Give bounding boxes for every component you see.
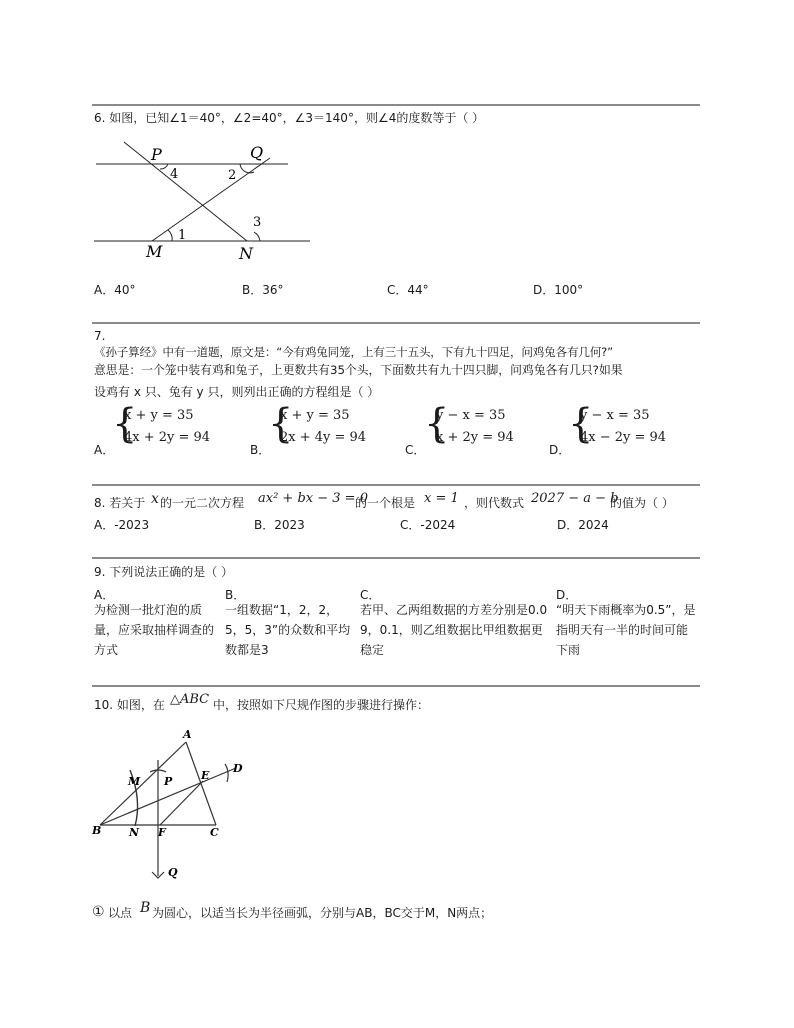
label-P: P	[151, 145, 162, 164]
q8-option-a[interactable]: A．-2023	[94, 518, 150, 532]
separator-rule	[92, 484, 700, 486]
side-ab	[100, 742, 186, 825]
q10-step1-var: B	[140, 900, 151, 916]
q7-line2: 意思是：一个笼中装有鸡和兔子，上更数共有35个头，下面数共有九十四只脚，问鸡兔各有几只?如果	[94, 363, 623, 377]
q8-option-b[interactable]: B．2023	[254, 518, 305, 532]
q8-root: x = 1	[424, 491, 459, 506]
label-B: B	[92, 824, 102, 837]
label-D: D	[233, 762, 243, 775]
label-Q: Q	[168, 866, 178, 879]
q7-number: 7.	[94, 329, 106, 343]
q10-figure	[90, 726, 250, 888]
q9-option-b[interactable]: B．	[225, 588, 246, 602]
q7-option-d[interactable]: D．	[549, 443, 571, 457]
q8-option-c[interactable]: C．-2024	[400, 518, 456, 532]
q7-c-eq1: y − x = 35	[436, 408, 506, 423]
q8-expr: 2027 − a − b	[531, 491, 619, 506]
q7-a-eq2: 4x + 2y = 94	[124, 430, 211, 445]
q7-line3: 设鸡有 x 只、兔有 y 只，则列出正确的方程组是（ ）	[94, 385, 380, 399]
label-M: M	[146, 242, 163, 261]
q8-stem-c: 的一个根是	[355, 496, 416, 510]
q9-option-d[interactable]: D．	[556, 588, 578, 602]
system-brace: {	[112, 401, 138, 447]
transversal-pn	[124, 142, 247, 241]
q8-option-d[interactable]: D．2024	[557, 518, 609, 532]
q7-b-eq2: 2x + 4y = 94	[280, 430, 367, 445]
label-angle2: 2	[228, 168, 237, 183]
q6-figure	[90, 138, 320, 266]
angle2-arc	[240, 164, 254, 173]
q9-option-b-text: 一组数据“1，2，2，5，5，3”的众数和平均数都是3	[225, 603, 351, 657]
q9-option-c-text: 若甲、乙两组数据的方差分别是0.09，0.1，则乙组数据比甲组数据更稳定	[360, 603, 548, 657]
q10-stem-b: 中，按照如下尺规作图的步骤进行操作：	[213, 698, 430, 712]
q7-a-eq1: x + y = 35	[124, 408, 194, 423]
q10-step1-a: 以点	[108, 906, 133, 920]
q7-b-eq1: x + y = 35	[280, 408, 350, 423]
system-brace: {	[424, 401, 450, 447]
label-angle4: 4	[170, 167, 179, 182]
label-C: C	[210, 826, 219, 839]
label-N: N	[129, 826, 140, 839]
q9-option-a[interactable]: A．	[94, 588, 115, 602]
q6-option-a[interactable]: A．40°	[94, 283, 136, 297]
q7-option-b[interactable]: B．	[250, 443, 271, 457]
angle3-arc	[254, 232, 260, 241]
q9-option-c[interactable]: C．	[360, 588, 381, 602]
q7-c-eq2: x + 2y = 94	[436, 430, 514, 445]
q8-stem-d: ，则代数式	[464, 496, 525, 510]
label-A: A	[183, 728, 192, 741]
q10-stem-a: 10. 如图，在	[94, 698, 165, 712]
separator-rule	[92, 557, 700, 559]
q8-stem-e: 的值为（ ）	[610, 496, 674, 510]
q9-option-d-text: “明天下雨概率为0.5”，是指明天有一半的时间可能下雨	[556, 603, 696, 657]
label-M: M	[128, 775, 141, 788]
q6-option-c[interactable]: C．44°	[387, 283, 429, 297]
label-angle1: 1	[178, 228, 187, 243]
system-brace: {	[568, 401, 594, 447]
label-E: E	[201, 769, 210, 782]
label-angle3: 3	[253, 215, 262, 230]
label-Q: Q	[250, 143, 264, 162]
q8-stem-a: 8. 若关于	[94, 496, 146, 510]
separator-rule	[92, 322, 700, 324]
q9-stem: 9. 下列说法正确的是（ ）	[94, 565, 234, 579]
angle4-arc	[160, 164, 168, 169]
separator-rule	[92, 685, 700, 687]
q10-step1-b: 为圆心，以适当长为半径画弧，分别与AB，BC交于M，N两点；	[152, 906, 493, 920]
label-F: F	[158, 826, 166, 839]
q7-d-eq2: 4x − 2y = 94	[580, 430, 667, 445]
q8-equation: ax² + bx − 3 = 0	[258, 491, 368, 506]
system-brace: {	[268, 401, 294, 447]
q6-stem: 6. 如图，已知∠1＝40°，∠2=40°，∠3＝140°，则∠4的度数等于（ ）	[94, 111, 485, 125]
q6-option-b[interactable]: B．36°	[242, 283, 284, 297]
q8-stem-b: 的一元二次方程	[160, 496, 245, 510]
angle1-arc	[168, 230, 172, 241]
q8-var-x: x	[151, 491, 159, 507]
q7-line1: 《孙子算经》中有一道题，原文是：“今有鸡兔同笼，上有三十五头，下有九十四足，问鸡兔各有几何?”	[94, 345, 613, 359]
separator-rule	[92, 104, 700, 106]
q9-option-a-text: 为检测一批灯泡的质量，应采取抽样调查的方式	[94, 603, 215, 657]
label-N: N	[239, 244, 253, 263]
q10-triangle: △ABC	[170, 692, 210, 707]
q7-option-a[interactable]: A．	[94, 443, 115, 457]
q6-option-d[interactable]: D．100°	[533, 283, 584, 297]
label-P: P	[164, 775, 173, 788]
q10-step1-mark: ①	[92, 904, 105, 920]
q7-option-c[interactable]: C．	[405, 443, 426, 457]
q7-d-eq1: y − x = 35	[580, 408, 650, 423]
